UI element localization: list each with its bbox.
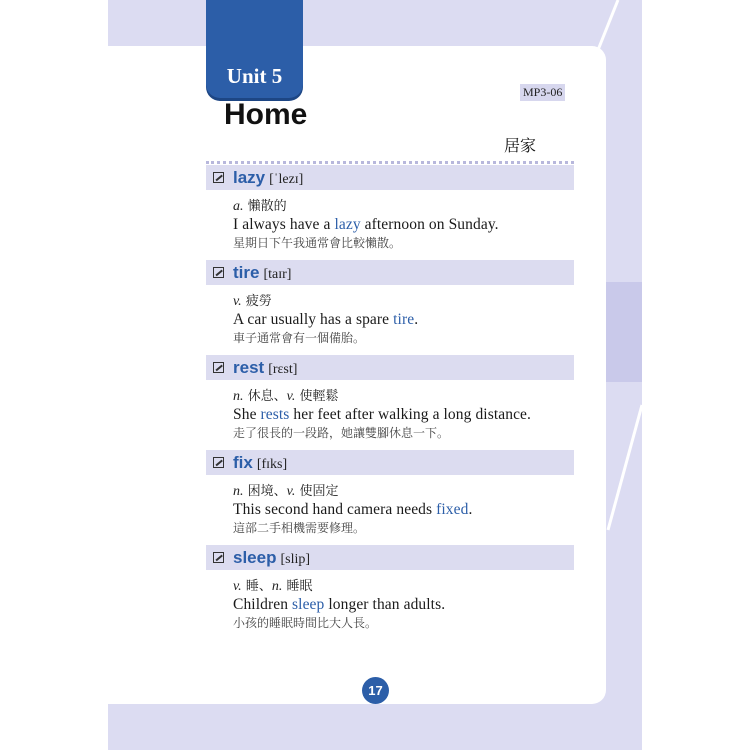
entry-header <box>206 450 574 475</box>
checkbox-icon[interactable] <box>213 267 224 278</box>
part-of-speech: v. 疲勞 <box>233 294 272 309</box>
audio-track-badge: MP3-06 <box>520 84 565 101</box>
highlighted-word: lazy <box>334 216 361 233</box>
highlighted-word: tire <box>393 311 415 328</box>
part-of-speech: v. 睡、n. 睡眠 <box>233 579 313 594</box>
checkbox-icon[interactable] <box>213 457 224 468</box>
entry-word-line <box>233 453 287 473</box>
entry-word-line <box>233 358 297 378</box>
example-sentence: Children sleep longer than adults. <box>233 596 446 613</box>
sentence-translation: 這部二手相機需要修理。 <box>233 521 366 535</box>
decor-line-right <box>608 405 642 530</box>
entry-phonetic: [ˈlezɪ] <box>269 172 304 187</box>
unit-label: Unit 5 <box>226 64 283 88</box>
unit-tab <box>206 0 303 98</box>
entry-phonetic: [rɛst] <box>268 362 298 377</box>
vocab-entry-fix <box>206 450 574 536</box>
entry-phonetic: [fɪks] <box>256 457 288 472</box>
dotted-divider <box>206 161 574 164</box>
entry-word-line <box>233 168 303 188</box>
entry-phonetic: [slip] <box>280 552 311 567</box>
highlighted-word: sleep <box>292 596 325 613</box>
vocab-entry-lazy <box>206 165 574 251</box>
entry-word: fix <box>233 453 253 472</box>
sentence-translation: 車子通常會有一個備胎。 <box>233 331 366 345</box>
page-number: 17 <box>362 677 389 704</box>
part-of-speech: n. 休息、v. 使輕鬆 <box>233 389 339 404</box>
sentence-translation: 小孩的睡眠時間比大人長。 <box>233 616 378 630</box>
entry-header <box>206 260 574 285</box>
checkbox-icon[interactable] <box>213 362 224 373</box>
example-sentence: A car usually has a spare tire. <box>233 311 419 328</box>
entry-header <box>206 165 574 190</box>
part-of-speech: a. 懶散的 <box>233 199 287 214</box>
entry-word: tire <box>233 263 260 282</box>
part-of-speech: n. 困境、v. 使固定 <box>233 484 339 499</box>
example-sentence: She rests her feet after walking a long distance. <box>233 406 532 423</box>
chinese-title: 居家 <box>504 136 537 155</box>
vocab-entry-rest <box>206 355 574 441</box>
highlighted-word: rests <box>260 406 290 423</box>
entry-word: sleep <box>233 548 277 567</box>
sentence-translation: 走了很長的一段路，她讓雙腳休息一下。 <box>233 426 450 440</box>
checkbox-icon[interactable] <box>213 172 224 183</box>
entry-word-line <box>233 263 291 283</box>
entry-word: lazy <box>233 168 266 187</box>
sentence-translation: 星期日下午我通常會比較懶散。 <box>233 236 402 250</box>
entry-phonetic: [taɪr] <box>263 267 292 282</box>
entry-word: rest <box>233 358 265 377</box>
checkbox-icon[interactable] <box>213 552 224 563</box>
page-title: Home <box>224 98 308 131</box>
entry-word-line <box>233 548 310 568</box>
example-sentence: This second hand camera needs fixed. <box>233 501 473 518</box>
entry-header <box>206 545 574 570</box>
example-sentence: I always have a lazy afternoon on Sunday. <box>233 216 499 233</box>
vocab-entry-sleep <box>206 545 574 631</box>
highlighted-word: fixed <box>436 501 469 518</box>
vocab-entry-tire <box>206 260 574 346</box>
entry-header <box>206 355 574 380</box>
